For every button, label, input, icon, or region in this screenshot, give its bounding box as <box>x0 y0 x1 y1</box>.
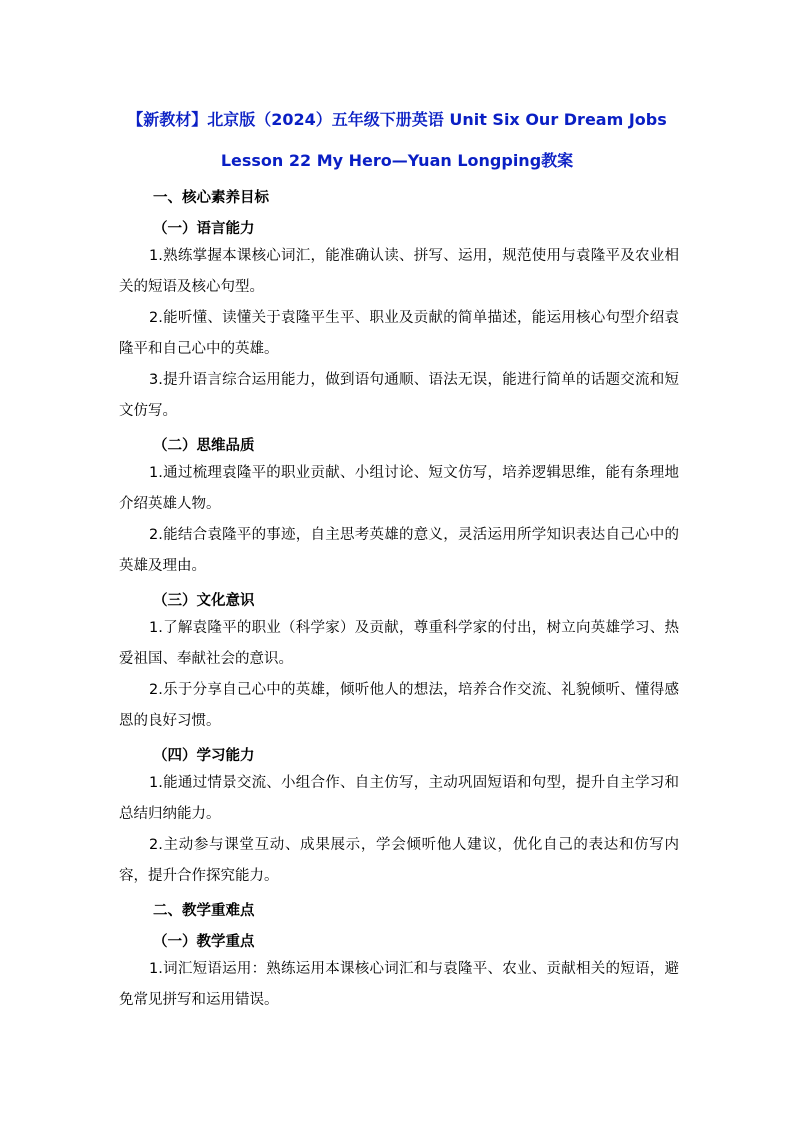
subsection-heading-culture: （三）文化意识 <box>153 593 255 609</box>
paragraph: 2.乐于分享自己心中的英雄，倾听他人的想法，培养合作交流、礼貌倾听、懂得感恩的良好习惯。 <box>119 682 679 729</box>
section-heading-objectives: 一、核心素养目标 <box>153 190 269 206</box>
section-heading-key-points: 二、教学重难点 <box>153 903 255 919</box>
paragraph: 1.通过梳理袁隆平的职业贡献、小组讨论、短文仿写，培养逻辑思维，能有条理地介绍英雄人物。 <box>119 465 679 512</box>
paragraph: 2.主动参与课堂互动、成果展示，学会倾听他人建议，优化自己的表达和仿写内容，提升合作探究能力。 <box>119 837 679 884</box>
document-title-line1: 【新教材】北京版（2024）五年级下册英语 Unit Six Our Dream Jobs <box>127 110 667 129</box>
paragraph: 1.熟练掌握本课核心词汇，能准确认读、拼写、运用，规范使用与袁隆平及农业相关的短语及核心句型。 <box>119 248 679 295</box>
paragraph: 1.能通过情景交流、小组合作、自主仿写，主动巩固短语和句型，提升自主学习和总结归纳能力。 <box>119 775 679 822</box>
paragraph: 2.能听懂、读懂关于袁隆平生平、职业及贡献的简单描述，能运用核心句型介绍袁隆平和自己心中的英雄。 <box>119 310 679 357</box>
subsection-heading-thinking: （二）思维品质 <box>153 438 255 454</box>
document-title-line2: Lesson 22 My Hero—Yuan Longping教案 <box>220 151 574 170</box>
subsection-heading-learning: （四）学习能力 <box>153 748 255 764</box>
paragraph: 3.提升语言综合运用能力，做到语句通顺、语法无误，能进行简单的话题交流和短文仿写。 <box>119 372 679 419</box>
subsection-heading-language: （一）语言能力 <box>153 221 255 237</box>
paragraph: 1.了解袁隆平的职业（科学家）及贡献，尊重科学家的付出，树立向英雄学习、热爱祖国、奉献社会的意识。 <box>119 620 679 667</box>
subsection-heading-teaching-focus: （一）教学重点 <box>153 934 255 950</box>
paragraph: 1.词汇短语运用：熟练运用本课核心词汇和与袁隆平、农业、贡献相关的短语，避免常见拼写和运用错误。 <box>119 961 679 1008</box>
paragraph: 2.能结合袁隆平的事迹，自主思考英雄的意义，灵活运用所学知识表达自己心中的英雄及理由。 <box>119 527 679 574</box>
